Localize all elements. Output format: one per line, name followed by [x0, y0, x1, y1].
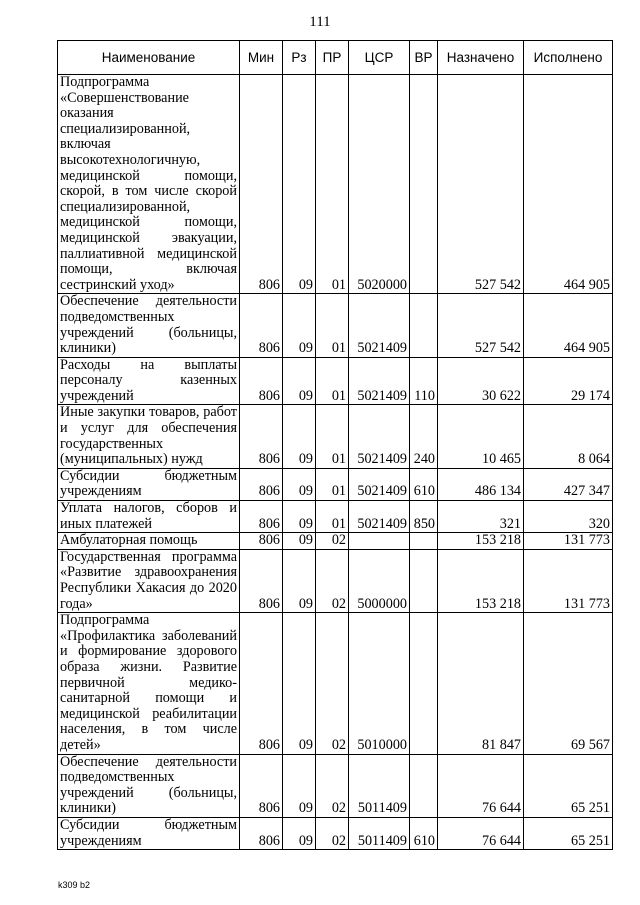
- cell-vr: [410, 613, 438, 754]
- cell-csr: [349, 533, 410, 550]
- cell-assigned: 76 644: [438, 754, 524, 817]
- cell-executed: 65 251: [524, 754, 613, 817]
- header-vr: ВР: [410, 41, 438, 75]
- cell-executed: 131 773: [524, 533, 613, 550]
- cell-vr: 850: [410, 501, 438, 533]
- footer-code: k309 b2: [58, 880, 91, 890]
- cell-min: 806: [240, 294, 283, 357]
- cell-rz: 09: [283, 533, 316, 550]
- cell-pr: 02: [316, 533, 349, 550]
- cell-assigned: 527 542: [438, 75, 524, 294]
- cell-pr: 02: [316, 817, 349, 849]
- cell-pr: 02: [316, 613, 349, 754]
- table-row: [58, 533, 613, 550]
- cell-min: 806: [240, 533, 283, 550]
- header-row: [58, 41, 613, 75]
- cell-name: Иные закупки товаров, работ и услуг для обеспечения государственных (муниципальных) нужд: [58, 405, 240, 468]
- cell-executed: 464 905: [524, 75, 613, 294]
- cell-name: Подпрограмма «Профилактика заболеваний и формирование здорового образа жизни. Развитие первичной медико-санитарной помощи и медицинской реабилитации населения, в том числе детей»: [58, 613, 240, 754]
- cell-vr: 610: [410, 817, 438, 849]
- cell-pr: 01: [316, 501, 349, 533]
- cell-pr: 02: [316, 549, 349, 612]
- cell-assigned: 153 218: [438, 533, 524, 550]
- cell-csr: 5011409: [349, 817, 410, 849]
- cell-vr: [410, 294, 438, 357]
- table-row: [58, 294, 613, 357]
- cell-csr: 5021409: [349, 294, 410, 357]
- cell-min: 806: [240, 613, 283, 754]
- cell-name: Уплата налогов, сборов и иных платежей: [58, 501, 240, 533]
- cell-min: 806: [240, 357, 283, 405]
- cell-executed: 320: [524, 501, 613, 533]
- cell-rz: 09: [283, 405, 316, 468]
- header-pr: ПР: [316, 41, 349, 75]
- cell-csr: 5010000: [349, 613, 410, 754]
- page-number: 111: [309, 14, 331, 30]
- cell-name: Амбулаторная помощь: [58, 533, 240, 550]
- cell-rz: 09: [283, 754, 316, 817]
- cell-rz: 09: [283, 501, 316, 533]
- cell-name: Обеспечение деятельности подведомственных учреждений (больницы, клиники): [58, 294, 240, 357]
- cell-executed: 464 905: [524, 294, 613, 357]
- cell-pr: 01: [316, 75, 349, 294]
- cell-name: Государственная программа «Развитие здравоохранения Республики Хакасия до 2020 года»: [58, 549, 240, 612]
- cell-pr: 01: [316, 357, 349, 405]
- cell-executed: 8 064: [524, 405, 613, 468]
- cell-csr: 5021409: [349, 501, 410, 533]
- cell-executed: 65 251: [524, 817, 613, 849]
- cell-csr: 5021409: [349, 405, 410, 468]
- header-min: Мин: [240, 41, 283, 75]
- cell-assigned: 10 465: [438, 405, 524, 468]
- header-csr: ЦСР: [349, 41, 410, 75]
- cell-executed: 69 567: [524, 613, 613, 754]
- table-row: [58, 357, 613, 405]
- cell-rz: 09: [283, 468, 316, 500]
- cell-assigned: 321: [438, 501, 524, 533]
- cell-rz: 09: [283, 75, 316, 294]
- cell-assigned: 486 134: [438, 468, 524, 500]
- cell-csr: 5011409: [349, 754, 410, 817]
- cell-min: 806: [240, 75, 283, 294]
- cell-rz: 09: [283, 817, 316, 849]
- cell-vr: [410, 549, 438, 612]
- budget-table: [57, 40, 613, 850]
- table-body: [58, 75, 613, 850]
- header-rz: Рз: [283, 41, 316, 75]
- header-executed: Исполнено: [524, 41, 613, 75]
- cell-pr: 01: [316, 405, 349, 468]
- cell-rz: 09: [283, 549, 316, 612]
- cell-vr: 240: [410, 405, 438, 468]
- cell-csr: 5021409: [349, 357, 410, 405]
- table-row: [58, 75, 613, 294]
- cell-name: Субсидии бюджетным учреждениям: [58, 817, 240, 849]
- cell-pr: 02: [316, 754, 349, 817]
- table-row: [58, 613, 613, 754]
- cell-rz: 09: [283, 613, 316, 754]
- cell-csr: 5020000: [349, 75, 410, 294]
- table-row: [58, 817, 613, 849]
- cell-assigned: 81 847: [438, 613, 524, 754]
- cell-min: 806: [240, 549, 283, 612]
- cell-vr: [410, 533, 438, 550]
- table-row: [58, 754, 613, 817]
- cell-assigned: 153 218: [438, 549, 524, 612]
- cell-pr: 01: [316, 294, 349, 357]
- cell-vr: 110: [410, 357, 438, 405]
- cell-name: Расходы на выплаты персоналу казенных учреждений: [58, 357, 240, 405]
- cell-executed: 29 174: [524, 357, 613, 405]
- cell-assigned: 76 644: [438, 817, 524, 849]
- cell-pr: 01: [316, 468, 349, 500]
- cell-min: 806: [240, 501, 283, 533]
- cell-csr: 5021409: [349, 468, 410, 500]
- cell-min: 806: [240, 468, 283, 500]
- cell-name: Субсидии бюджетным учреждениям: [58, 468, 240, 500]
- cell-rz: 09: [283, 357, 316, 405]
- cell-min: 806: [240, 405, 283, 468]
- table-row: [58, 405, 613, 468]
- cell-rz: 09: [283, 294, 316, 357]
- table-row: [58, 501, 613, 533]
- cell-vr: 610: [410, 468, 438, 500]
- table-row: [58, 468, 613, 500]
- cell-executed: 131 773: [524, 549, 613, 612]
- cell-executed: 427 347: [524, 468, 613, 500]
- cell-name: Обеспечение деятельности подведомственных учреждений (больницы, клиники): [58, 754, 240, 817]
- header-name: Наименование: [58, 41, 240, 75]
- cell-assigned: 30 622: [438, 357, 524, 405]
- table-row: [58, 549, 613, 612]
- cell-min: 806: [240, 817, 283, 849]
- cell-vr: [410, 754, 438, 817]
- cell-vr: [410, 75, 438, 294]
- header-assigned: Назначено: [438, 41, 524, 75]
- cell-min: 806: [240, 754, 283, 817]
- cell-name: Подпрограмма «Совершенствование оказания специализированной, включая высокотехнологичную, медицинской помощи, скорой, в том числе скорой специализированной, медицинской помощи, медицинской эвакуации, паллиативной медицинской помощи, включая сестринский уход»: [58, 75, 240, 294]
- cell-csr: 5000000: [349, 549, 410, 612]
- cell-assigned: 527 542: [438, 294, 524, 357]
